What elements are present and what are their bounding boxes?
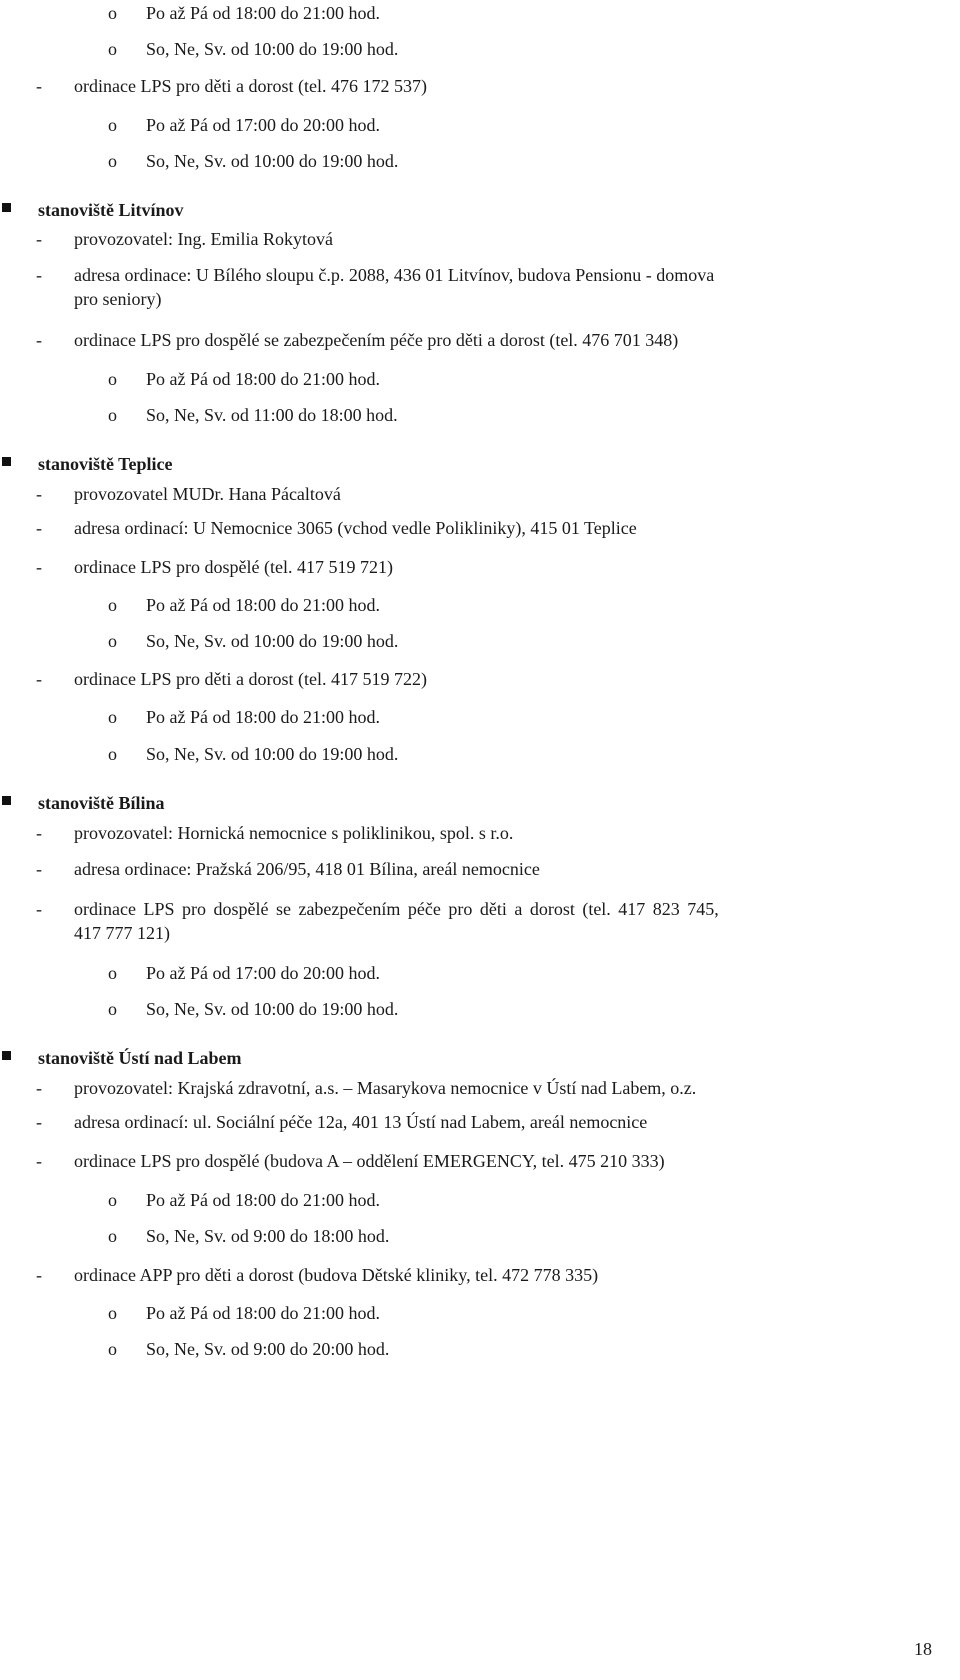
- sublist-marker: o: [108, 151, 117, 171]
- sublist-marker: o: [108, 1303, 117, 1323]
- dash-marker: -: [36, 899, 42, 919]
- dash-marker: -: [36, 484, 42, 504]
- address-line: adresa ordinací: ul. Sociální péče 12a, 401 13 Ústí nad Labem, areál nemocnice: [74, 1112, 648, 1132]
- hours-line: Po až Pá od 17:00 do 20:00 hod.: [146, 115, 380, 135]
- hours-line: So, Ne, Sv. od 9:00 do 18:00 hod.: [146, 1226, 390, 1246]
- hours-line: So, Ne, Sv. od 10:00 do 19:00 hod.: [146, 631, 399, 651]
- hours-line: Po až Pá od 18:00 do 21:00 hod.: [146, 595, 380, 615]
- sublist-marker: o: [108, 707, 117, 727]
- operator-line: provozovatel: Krajská zdravotní, a.s. – Masarykova nemocnice v Ústí nad Labem, o.z.: [74, 1078, 697, 1098]
- section-heading-teplice: stanoviště Teplice: [38, 454, 173, 474]
- address-line: adresa ordinace: U Bílého sloupu č.p. 2088, 436 01 Litvínov, budova Pensionu - domova: [74, 265, 715, 285]
- page-number: 18: [914, 1639, 932, 1659]
- square-bullet-icon: [2, 457, 11, 466]
- dash-marker: -: [36, 1265, 42, 1285]
- sublist-marker: o: [108, 1339, 117, 1359]
- office-line: ordinace LPS pro dospělé se zabezpečením péče pro děti a dorost (tel. 476 701 348): [74, 330, 679, 350]
- sublist-marker: o: [108, 369, 117, 389]
- dash-marker: -: [36, 557, 42, 577]
- sublist-marker: o: [108, 744, 117, 764]
- sublist-marker: o: [108, 595, 117, 615]
- address-line-continued: pro seniory): [74, 289, 162, 309]
- hours-line: So, Ne, Sv. od 10:00 do 19:00 hod.: [146, 999, 399, 1019]
- sublist-marker: o: [108, 1226, 117, 1246]
- sublist-marker: o: [108, 405, 117, 425]
- office-line: ordinace LPS pro děti a dorost (tel. 417 519 722): [74, 669, 427, 689]
- hours-line: Po až Pá od 18:00 do 21:00 hod.: [146, 1303, 380, 1323]
- dash-marker: -: [36, 1078, 42, 1098]
- hours-line: Po až Pá od 18:00 do 21:00 hod.: [146, 1190, 380, 1210]
- square-bullet-icon: [2, 203, 11, 212]
- sublist-marker: o: [108, 39, 117, 59]
- office-line: ordinace APP pro děti a dorost (budova Dětské kliniky, tel. 472 778 335): [74, 1265, 599, 1285]
- sublist-marker: o: [108, 1190, 117, 1210]
- sublist-marker: o: [108, 115, 117, 135]
- dash-marker: -: [36, 669, 42, 689]
- operator-line: provozovatel: Hornická nemocnice s poliklinikou, spol. s r.o.: [74, 823, 514, 843]
- dash-marker: -: [36, 518, 42, 538]
- office-line: ordinace LPS pro dospělé (tel. 417 519 721): [74, 557, 393, 577]
- operator-line: provozovatel MUDr. Hana Pácaltová: [74, 484, 341, 504]
- section-heading-bilina: stanoviště Bílina: [38, 793, 165, 813]
- hours-line: So, Ne, Sv. od 10:00 do 19:00 hod.: [146, 151, 399, 171]
- hours-line: Po až Pá od 18:00 do 21:00 hod.: [146, 369, 380, 389]
- dash-marker: -: [36, 859, 42, 879]
- dash-marker: -: [36, 823, 42, 843]
- hours-line: Po až Pá od 18:00 do 21:00 hod.: [146, 707, 380, 727]
- office-line: ordinace LPS pro dospělé se zabezpečením péče pro děti a dorost (tel. 417 823 745,: [74, 899, 719, 919]
- sublist-marker: o: [108, 963, 117, 983]
- square-bullet-icon: [2, 1051, 11, 1060]
- operator-line: provozovatel: Ing. Emilia Rokytová: [74, 229, 333, 249]
- dash-marker: -: [36, 1112, 42, 1132]
- dash-marker: -: [36, 76, 42, 96]
- dash-marker: -: [36, 330, 42, 350]
- hours-line: So, Ne, Sv. od 10:00 do 19:00 hod.: [146, 39, 399, 59]
- hours-line: Po až Pá od 17:00 do 20:00 hod.: [146, 963, 380, 983]
- hours-line: So, Ne, Sv. od 9:00 do 20:00 hod.: [146, 1339, 390, 1359]
- office-line: ordinace LPS pro děti a dorost (tel. 476 172 537): [74, 76, 427, 96]
- sublist-marker: o: [108, 631, 117, 651]
- hours-line: Po až Pá od 18:00 do 21:00 hod.: [146, 3, 380, 23]
- dash-marker: -: [36, 1151, 42, 1171]
- sublist-marker: o: [108, 3, 117, 23]
- section-heading-litvinov: stanoviště Litvínov: [38, 200, 184, 220]
- dash-marker: -: [36, 229, 42, 249]
- section-heading-usti: stanoviště Ústí nad Labem: [38, 1048, 242, 1068]
- hours-line: So, Ne, Sv. od 10:00 do 19:00 hod.: [146, 744, 399, 764]
- office-line: ordinace LPS pro dospělé (budova A – oddělení EMERGENCY, tel. 475 210 333): [74, 1151, 665, 1171]
- hours-line: So, Ne, Sv. od 11:00 do 18:00 hod.: [146, 405, 398, 425]
- dash-marker: -: [36, 265, 42, 285]
- address-line: adresa ordinace: Pražská 206/95, 418 01 Bílina, areál nemocnice: [74, 859, 540, 879]
- office-line-continued: 417 777 121): [74, 923, 170, 943]
- address-line: adresa ordinací: U Nemocnice 3065 (vchod vedle Polikliniky), 415 01 Teplice: [74, 518, 637, 538]
- sublist-marker: o: [108, 999, 117, 1019]
- square-bullet-icon: [2, 796, 11, 805]
